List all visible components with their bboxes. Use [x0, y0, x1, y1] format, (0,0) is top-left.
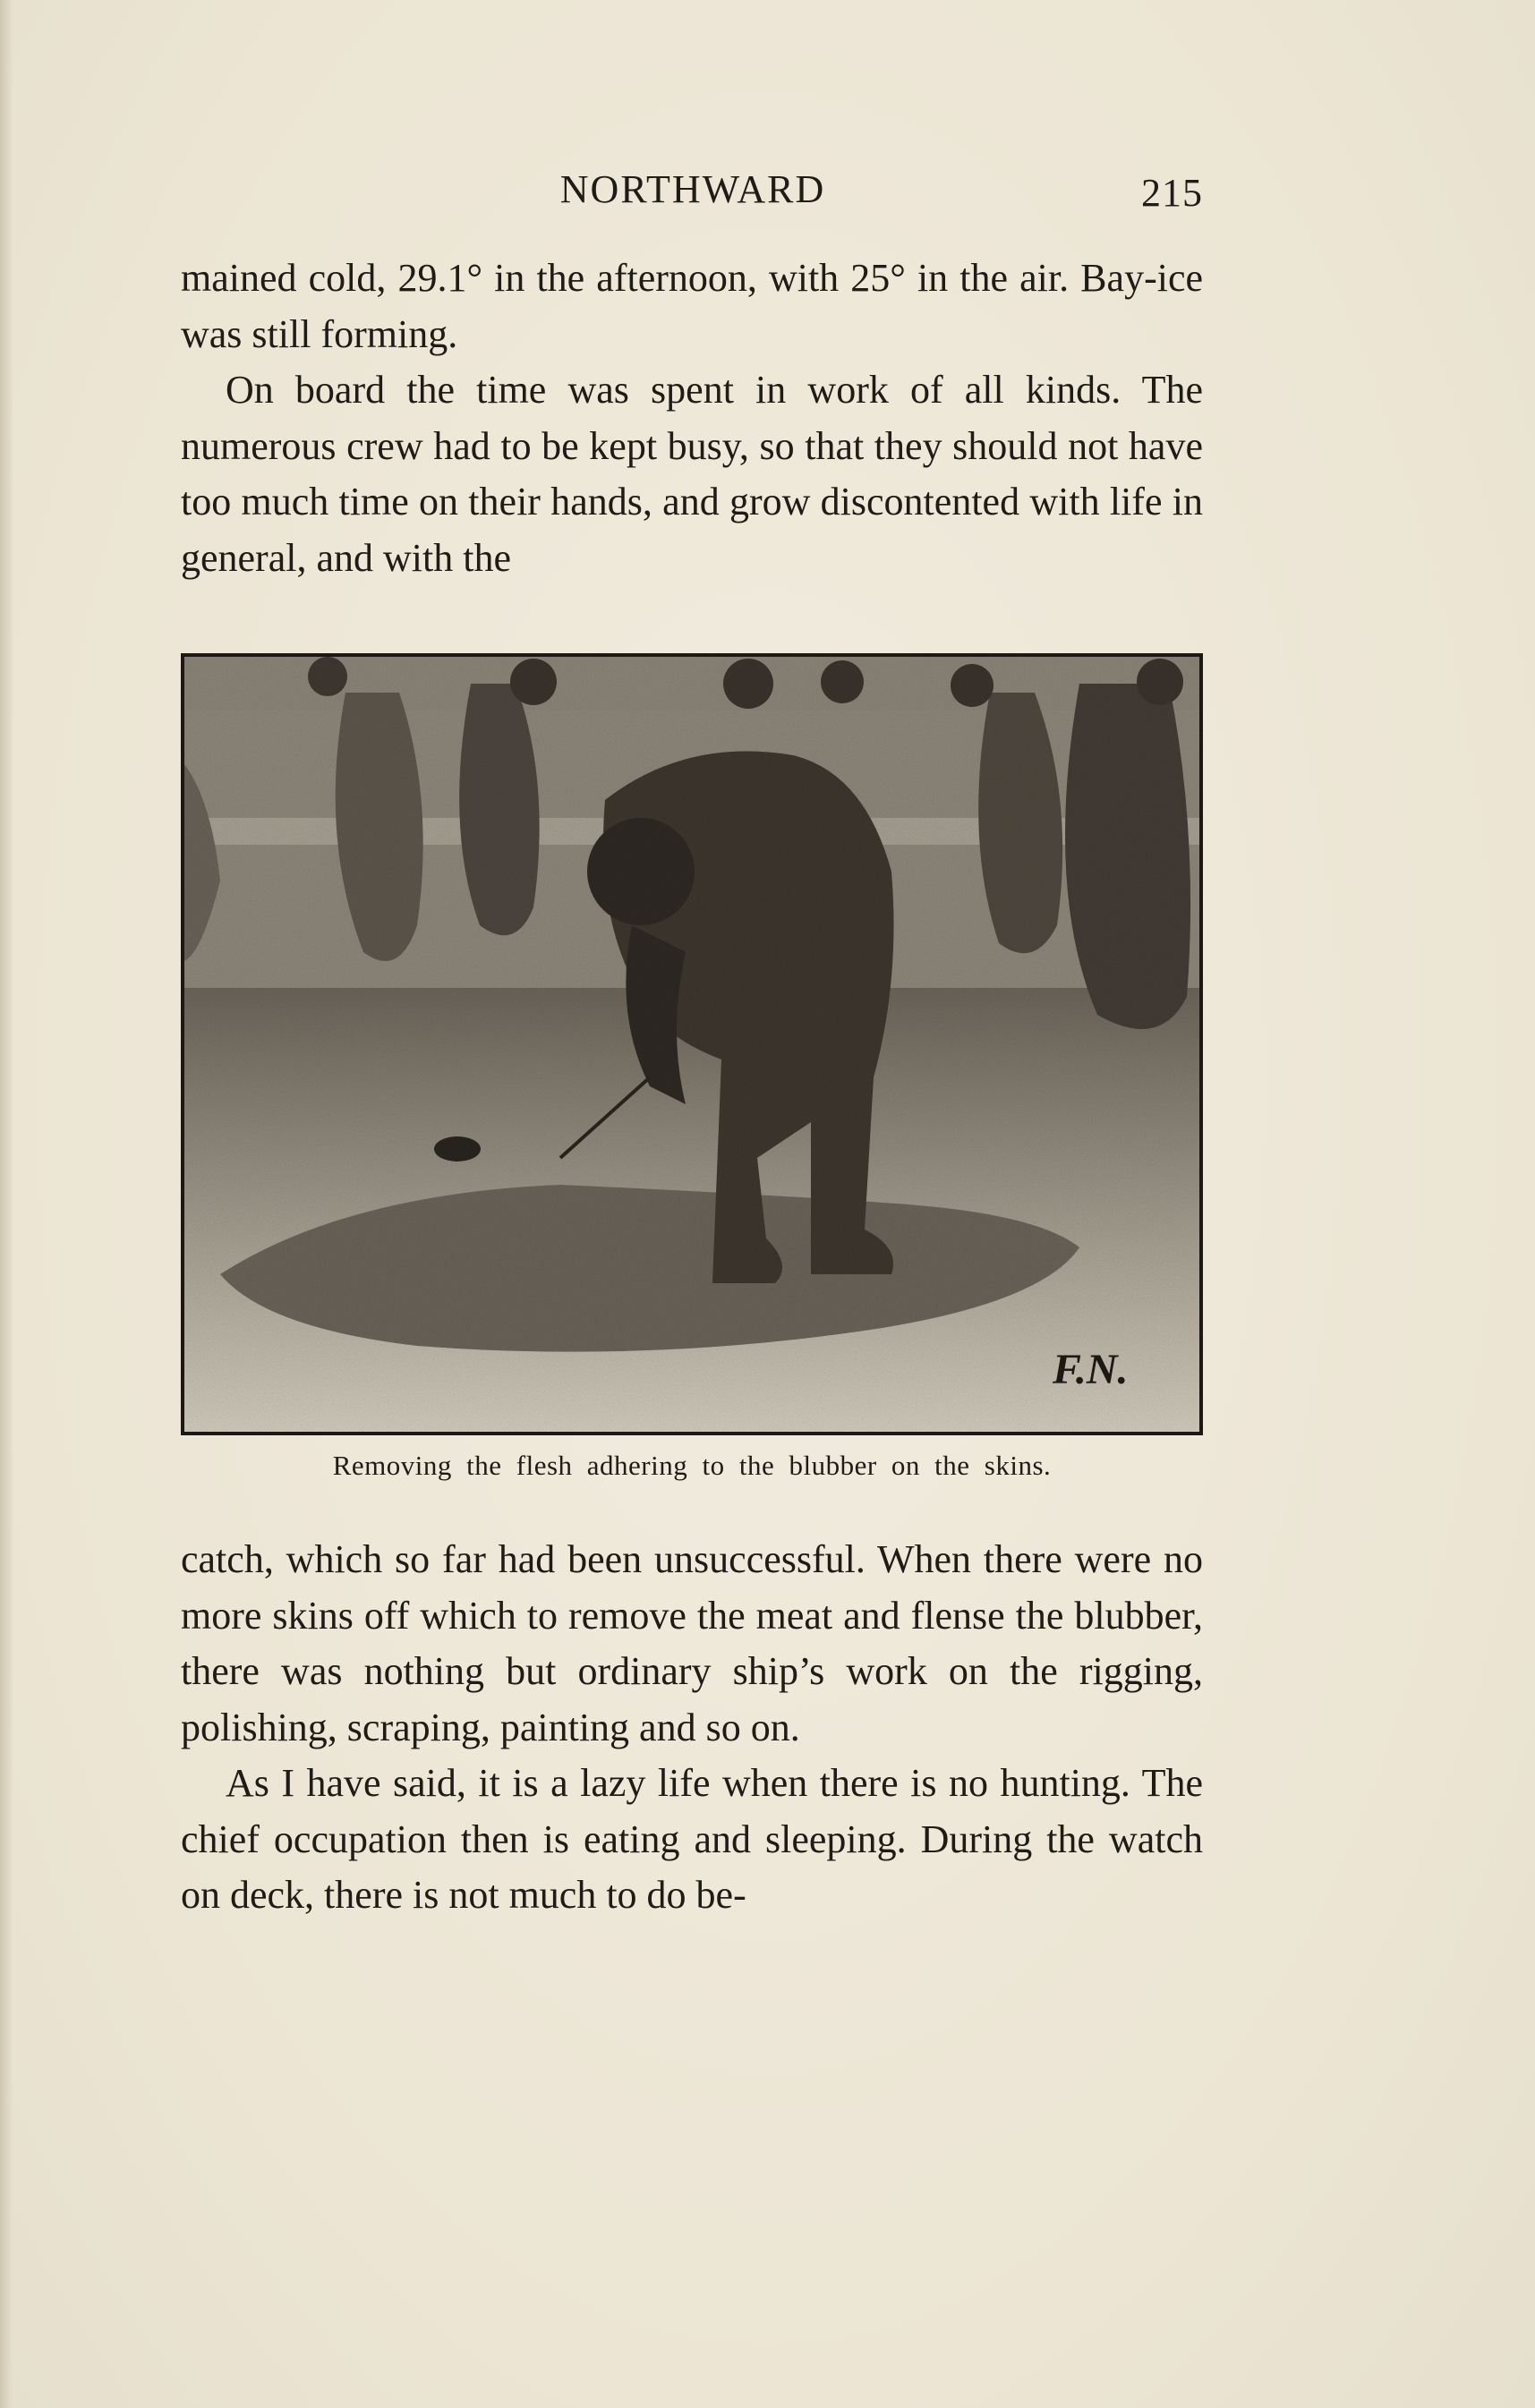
- figure-caption: Removing the flesh adhering to the blubber on the skins.: [332, 1450, 1052, 1481]
- artist-signature: F.N.: [1053, 1346, 1129, 1393]
- text-block-top: [181, 251, 1203, 586]
- illustration-drawing: [184, 657, 1199, 1432]
- paragraph: As I have said, it is a lazy life when there is no hunting. The chief occupation then is eating and sleeping. During the watch on deck, there is not much to do be-: [181, 1761, 1203, 1917]
- paragraph: catch, which so far had been unsuccessful. When there were no more skins off which to remove the meat and flense the blubber, there was nothing but ordinary ship’s work on the rigging, polishing, scraping, painting and so on.: [181, 1537, 1203, 1749]
- illustration: [181, 653, 1203, 1435]
- paragraph: On board the time was spent in work of all kinds. The numerous crew had to be kept busy, so that they should not have too much time on their hands, and grow discontented with life in general, and with the: [181, 368, 1203, 580]
- running-head: [183, 166, 1203, 220]
- page-number: 215: [1141, 171, 1203, 215]
- running-title: NORTHWARD: [559, 167, 826, 211]
- binding-edge: [0, 0, 13, 2408]
- paragraph: mained cold, 29.1° in the afternoon, with 25° in the air. Bay-ice was still forming.: [181, 256, 1203, 356]
- text-block-bottom: [181, 1532, 1203, 1924]
